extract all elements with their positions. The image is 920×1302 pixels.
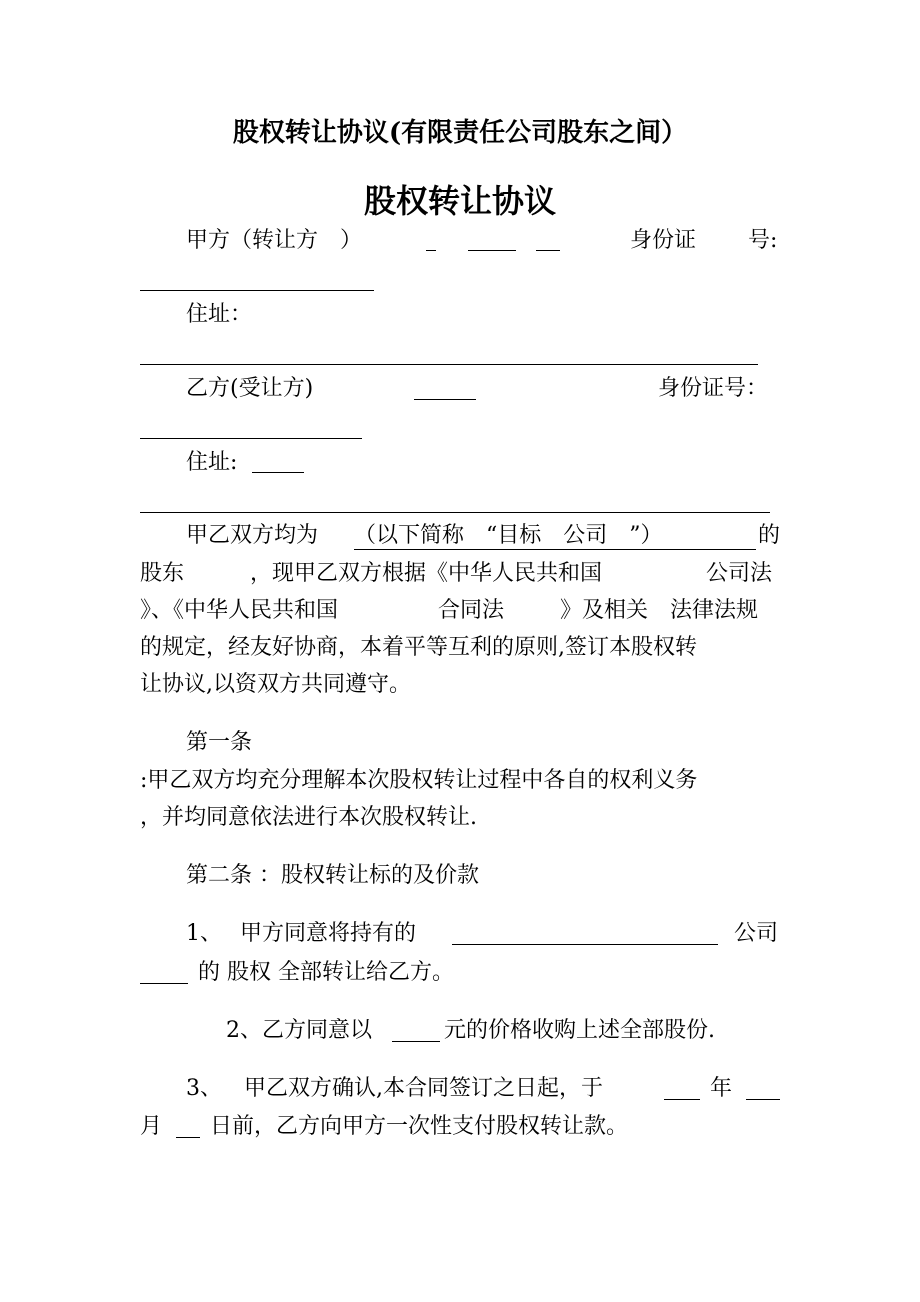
article2-year-blank: [664, 1099, 700, 1100]
article2-price-blank: [392, 1041, 440, 1042]
article2-month-blank: [746, 1099, 780, 1100]
preamble-line1-suffix: 的: [758, 523, 781, 548]
document-title: 股权转让协议(有限责任公司股东之间）: [232, 118, 688, 148]
party-b-address-label: 住址:: [186, 450, 238, 475]
article2-item1-text-c: 的 股权 全部转让给乙方。: [198, 960, 454, 985]
article2-item1-text-a: 甲方同意将持有的: [240, 921, 417, 946]
document-subtitle: 股权转让协议: [363, 182, 556, 220]
article2-item2-text-b: 元的价格收购上述全部股份.: [444, 1018, 715, 1043]
party-a-address-blank: [140, 364, 758, 365]
party-a-id-label: 身份证: [630, 228, 697, 253]
preamble-target-company-text: （以下简称 “目标 公司 ”）: [354, 523, 756, 550]
preamble-line2-b: ，现甲乙双方根据《中华人民共和国: [250, 561, 603, 586]
party-b-address-blank-short: [252, 472, 304, 473]
preamble-target-company: [354, 521, 756, 551]
preamble-line3-a: 》、《中华人民共和国: [140, 598, 339, 623]
article2-item1-number: 1、: [186, 921, 222, 946]
preamble-line2-c: 公司法: [706, 561, 773, 586]
party-a-name-blank-2: [468, 250, 516, 251]
party-a-id-blank: [140, 290, 374, 291]
party-b-id-label: 身份证号：: [658, 376, 769, 401]
party-b-label: 乙方(受让方): [186, 376, 314, 401]
party-b-id-blank: [140, 438, 362, 439]
article1-heading: 第一条: [186, 730, 253, 755]
article2-item2-text-a: 2、乙方同意以: [226, 1018, 372, 1043]
article2-item1-company: 公司: [734, 921, 779, 946]
article2-item3-month: 月: [140, 1114, 163, 1139]
article2-item3-year: 年: [710, 1076, 733, 1101]
preamble-line4: 的规定，经友好协商，本着平等互利的原则,签订本股权转: [140, 635, 697, 660]
preamble-line3-c: 》及相关 法律法规: [560, 598, 759, 623]
preamble-line1-prefix: 甲乙双方均为: [186, 523, 319, 548]
article2-item3-text-b: 日前，乙方向甲方一次性支付股权转让款。: [210, 1114, 629, 1139]
article2-heading: 第二条 ：股权转让标的及价款: [186, 863, 479, 888]
party-a-name-blank-3: [536, 250, 560, 251]
preamble-line5: 让协议,以资双方共同遵守。: [140, 672, 411, 697]
article2-day-blank: [176, 1137, 200, 1138]
party-a-id-label-suffix: 号:: [748, 228, 778, 253]
party-b-address-blank: [140, 512, 770, 513]
article1-line2: ，并均同意依法进行本次股权转让.: [140, 805, 477, 830]
preamble-line3-b: 合同法: [438, 598, 505, 623]
party-b-name-blank: [414, 399, 476, 400]
article2-company-blank: [452, 944, 718, 945]
article1-line1: :甲乙双方均充分理解本次股权转让过程中各自的权利义务: [140, 768, 698, 793]
article2-item3-text-a: 甲乙双方确认,本合同签订之日起，于: [244, 1076, 603, 1101]
article2-item3-number: 3、: [186, 1076, 222, 1101]
article2-share-blank: [140, 983, 188, 984]
party-a-name-blank-1: [426, 250, 436, 251]
preamble-line2-a: 股东: [140, 561, 185, 586]
party-a-address-label: 住址：: [186, 302, 253, 327]
party-a-label: 甲方（转让方 ）: [186, 228, 363, 253]
